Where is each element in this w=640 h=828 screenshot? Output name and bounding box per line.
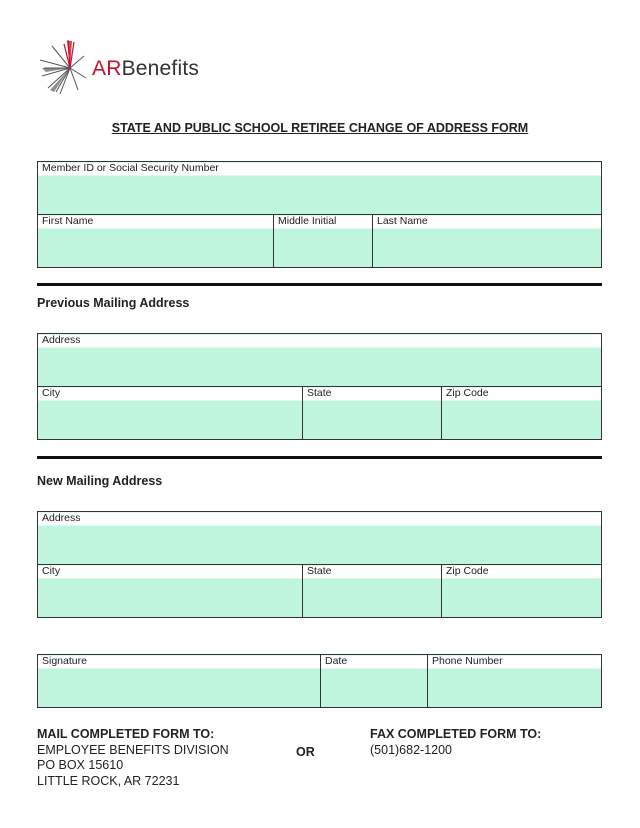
- previous-address-label: Address: [42, 334, 81, 346]
- previous-state-input[interactable]: [303, 400, 441, 439]
- new-state-input[interactable]: [303, 578, 441, 617]
- phone-label: Phone Number: [432, 655, 503, 667]
- previous-city-cell: [38, 387, 303, 440]
- new-address-input[interactable]: [38, 525, 601, 564]
- member-id-input[interactable]: [38, 175, 601, 214]
- new-zip-cell: [442, 565, 602, 618]
- starburst-logo-icon: [38, 38, 88, 98]
- or-separator: OR: [296, 745, 315, 759]
- phone-input[interactable]: [428, 668, 601, 707]
- section-divider: [37, 283, 602, 286]
- new-zip-input[interactable]: [442, 578, 601, 617]
- mail-address-line: EMPLOYEE BENEFITS DIVISION: [37, 742, 229, 757]
- date-input[interactable]: [321, 668, 427, 707]
- section-divider: [37, 456, 602, 459]
- middle-initial-input[interactable]: [274, 228, 372, 267]
- fax-heading: FAX COMPLETED FORM TO:: [370, 727, 542, 741]
- previous-address-input[interactable]: [38, 347, 601, 386]
- date-label: Date: [325, 655, 348, 667]
- last-name-cell: [373, 215, 602, 268]
- logo-ar-text: AR: [92, 57, 122, 80]
- new-zip-label: Zip Code: [446, 565, 489, 577]
- signature-cell: [38, 655, 321, 708]
- mail-address-line: LITTLE ROCK, AR 72231: [37, 773, 180, 788]
- new-city-label: City: [42, 565, 61, 577]
- new-state-label: State: [307, 565, 332, 577]
- mail-address-line: PO BOX 15610: [37, 758, 124, 772]
- previous-address-table: [37, 333, 602, 440]
- member-id-label: Member ID or Social Security Number: [42, 162, 219, 174]
- previous-address-heading: Previous Mailing Address: [37, 296, 190, 310]
- previous-address-cell: [38, 334, 602, 387]
- signature-label: Signature: [42, 655, 87, 667]
- last-name-label: Last Name: [377, 215, 428, 227]
- last-name-input[interactable]: [373, 228, 601, 267]
- logo-benefits-text: Benefits: [121, 57, 200, 80]
- first-name-label: First Name: [42, 215, 94, 227]
- new-city-cell: [38, 565, 303, 618]
- middle-initial-cell: [274, 215, 373, 268]
- middle-initial-label: Middle Initial: [278, 215, 337, 227]
- first-name-input[interactable]: [38, 228, 273, 267]
- logo-text: [92, 57, 199, 81]
- mail-heading: MAIL COMPLETED FORM TO:: [37, 727, 215, 741]
- new-address-label: Address: [42, 512, 81, 524]
- new-address-cell: [38, 512, 602, 565]
- mail-instructions: [37, 727, 229, 789]
- new-address-heading: New Mailing Address: [37, 474, 163, 488]
- previous-zip-label: Zip Code: [446, 387, 489, 399]
- member-info-table: [37, 161, 602, 268]
- previous-state-label: State: [307, 387, 332, 399]
- signature-table: [37, 654, 602, 708]
- previous-zip-cell: [442, 387, 602, 440]
- arbenefits-logo: [38, 38, 199, 98]
- member-id-cell: [38, 162, 602, 215]
- phone-cell: [428, 655, 602, 708]
- fax-number: (501)682-1200: [370, 742, 453, 757]
- form-title: STATE AND PUBLIC SCHOOL RETIREE CHANGE OF ADDRESS FORM: [111, 121, 529, 135]
- date-cell: [321, 655, 428, 708]
- previous-state-cell: [303, 387, 442, 440]
- previous-city-input[interactable]: [38, 400, 302, 439]
- first-name-cell: [38, 215, 274, 268]
- previous-city-label: City: [42, 387, 61, 399]
- signature-input[interactable]: [38, 668, 320, 707]
- fax-instructions: [370, 727, 541, 758]
- new-address-table: [37, 511, 602, 618]
- new-city-input[interactable]: [38, 578, 302, 617]
- previous-zip-input[interactable]: [442, 400, 601, 439]
- new-state-cell: [303, 565, 442, 618]
